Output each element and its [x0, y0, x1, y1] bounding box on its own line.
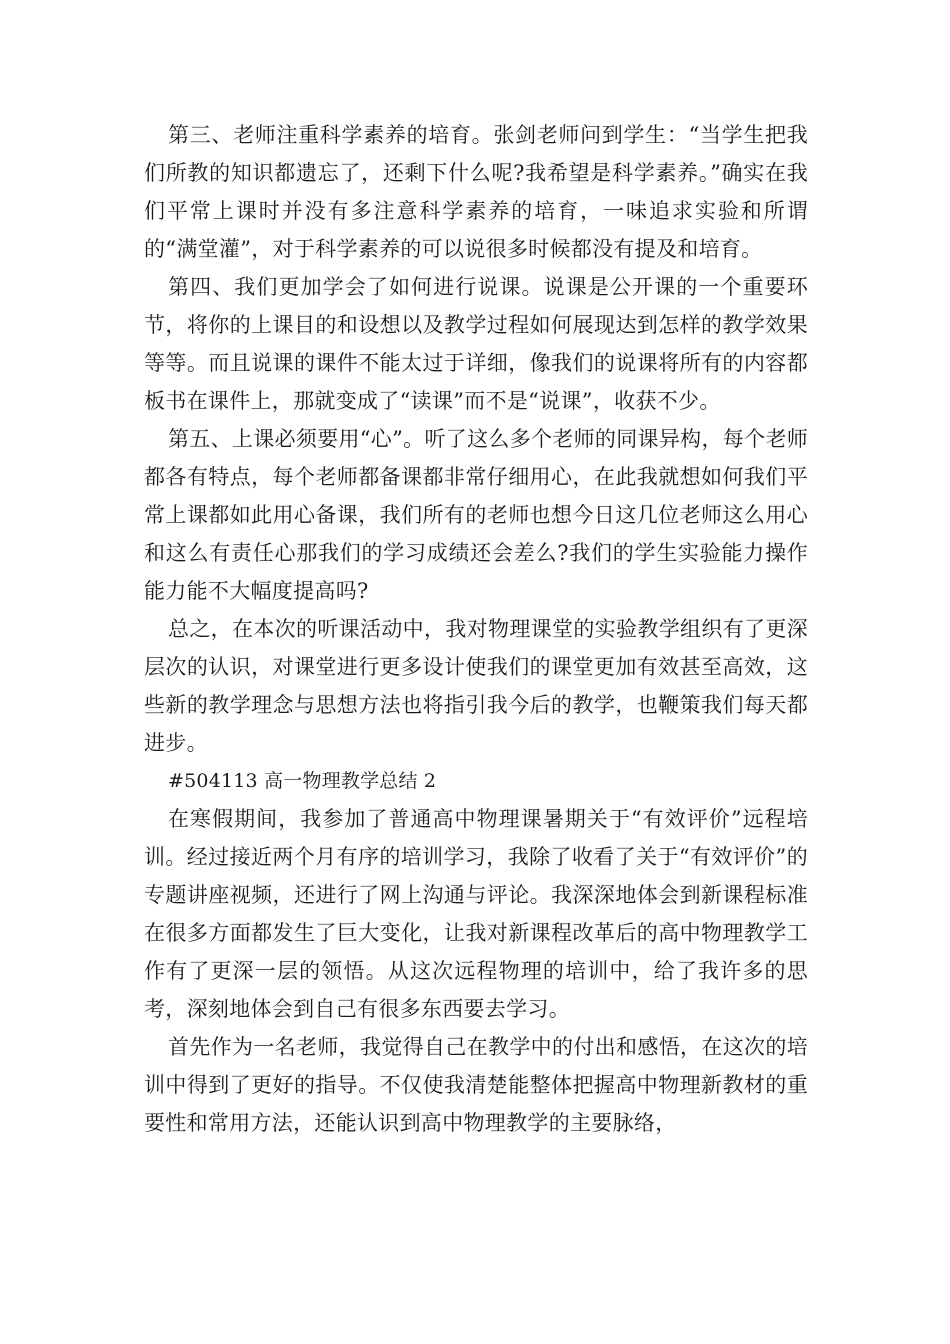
- paragraph-remote-training: 在寒假期间，我参加了普通高中物理课暑期关于“有效评价”远程培训。经过接近两个月有序的培训学习，我除了收看了关于“有效评价”的专题讲座视频，还进行了网上沟通与评论。我深深地体会到新课程标准在很多方面都发生了巨大变化，让我对新课程改革后的高中物理教学工作有了更深一层的领悟。从这次远程物理的培训中，给了我许多的思考，深刻地体会到自己有很多东西要去学习。: [144, 807, 808, 1021]
- document-body: [144, 116, 808, 1142]
- paragraph-science-literacy: 第三、老师注重科学素养的培育。张剑老师问到学生：“当学生把我们所教的知识都遗忘了，还剩下什么呢?我希望是科学素养。”确实在我们平常上课时并没有多注意科学素养的培育，一味追求实验和所谓的“满堂灌”，对于科学素养的可以说很多时候都没有提及和培育。: [144, 123, 808, 261]
- section-heading: #504113 高一物理教学总结 2: [168, 770, 437, 792]
- paragraph-first-as-teacher: 首先作为一名老师，我觉得自己在教学中的付出和感悟，在这次的培训中得到了更好的指导。不仅使我清楚能整体把握高中物理新教材的重要性和常用方法，还能认识到高中物理教学的主要脉络，: [144, 1035, 808, 1135]
- paragraph-conclusion: 总之，在本次的听课活动中，我对物理课堂的实验教学组织有了更深层次的认识，对课堂进行更多设计使我们的课堂更加有效甚至高效，这些新的教学理念与思想方法也将指引我今后的教学，也鞭策我们每天都进步。: [144, 617, 808, 755]
- paragraph-lesson-presentation: 第四、我们更加学会了如何进行说课。说课是公开课的一个重要环节，将你的上课目的和设想以及教学过程如何展现达到怎样的教学效果等等。而且说课的课件不能太过于详细，像我们的说课将所有的内容都板书在课件上，那就变成了“读课”而不是“说课”，收获不少。: [144, 275, 808, 413]
- paragraph-teach-with-heart: 第五、上课必须要用“心”。听了这么多个老师的同课异构，每个老师都各有特点，每个老师都备课都非常仔细用心，在此我就想如何我们平常上课都如此用心备课，我们所有的老师也想今日这几位老师这么用心和这么有责任心那我们的学习成绩还会差么?我们的学生实验能力操作能力能不大幅度提高吗?: [144, 427, 808, 603]
